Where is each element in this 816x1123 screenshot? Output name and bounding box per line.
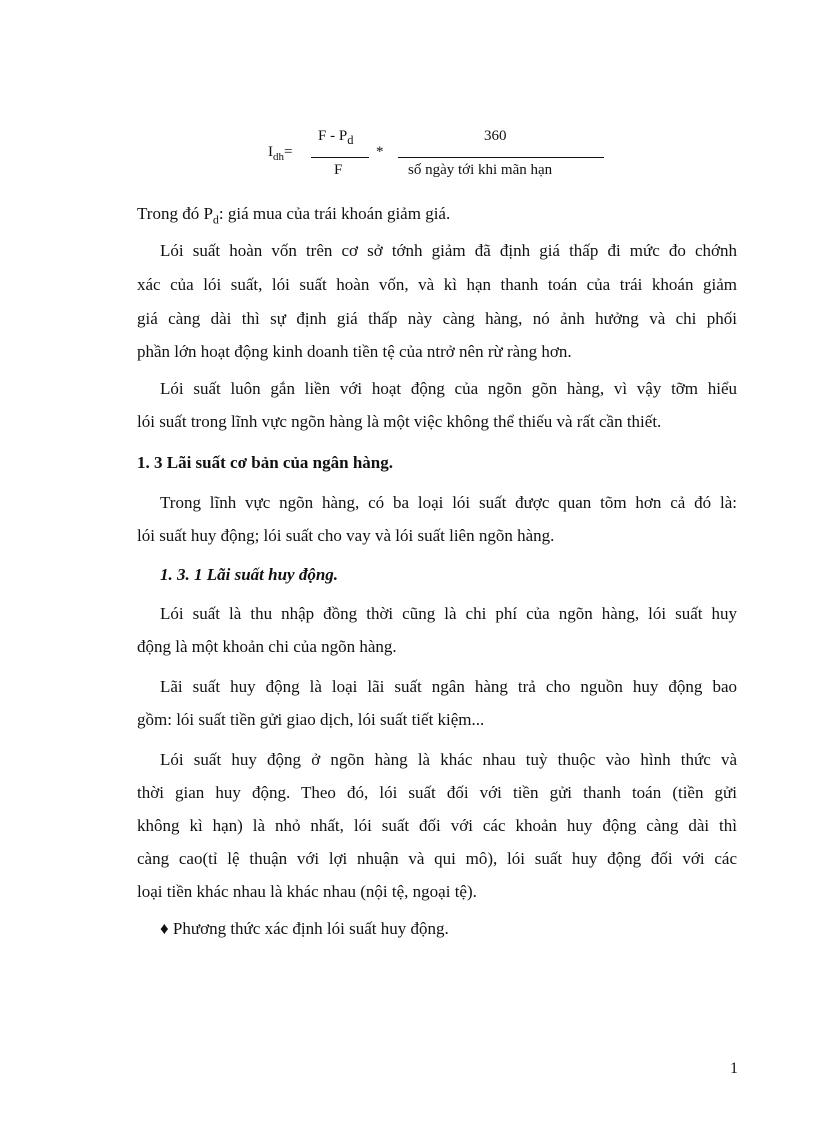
subsection-heading: 1. 3. 1 Lãi suất huy động. (160, 565, 339, 584)
paragraph-line: giá càng dài thì sự định giá thấp này càng hàng, nó ảnh hưởng và chi phối (137, 309, 737, 328)
fraction1-bar (311, 157, 369, 158)
fraction2-bar (398, 157, 604, 158)
paragraph-line: Lãi suất huy động là loại lãi suất ngân hàng trả cho nguồn huy động bao (160, 677, 737, 696)
fraction2-denominator: số ngày tới khi mãn hạn (408, 162, 553, 178)
where-definition-line: Trong đó $P_d$: giá mua của trái khoán giảm giá. (137, 204, 451, 227)
paragraph-line: động là một khoản chi của ngõn hàng. (137, 637, 397, 656)
paragraph-line: càng cao(tỉ lệ thuận với lợi nhuận và qui mô), lói suất huy động đối với các (137, 849, 737, 868)
bullet-item: ♦ Phương thức xác định lói suất huy động. (160, 919, 449, 938)
fraction1-numerator: F - $P_d$ (318, 128, 354, 147)
fraction2-numerator: 360 (484, 128, 507, 144)
paragraph-line: loại tiền khác nhau là khác nhau (nội tệ, ngoại tệ). (137, 882, 477, 901)
paragraph-line: lói suất trong lĩnh vực ngõn hàng là một việc không thể thiếu và rất cần thiết. (137, 412, 662, 431)
paragraph-line: Lói suất là thu nhập đồng thời cũng là chi phí của ngõn hàng, lói suất huy (160, 604, 737, 623)
paragraph-line: Trong lĩnh vực ngõn hàng, có ba loại lói suất được quan tõm hơn cả đó là: (160, 493, 737, 512)
page-number: 1 (730, 1060, 738, 1077)
paragraph-line: xác của lói suất, lói suất hoàn vốn, và kì hạn thanh toán của trái khoán giảm (137, 275, 737, 294)
paragraph-line: phần lớn hoạt động kinh doanh tiền tệ của ntrở nên rừ ràng hơn. (137, 342, 572, 361)
paragraph-line: Lói suất hoàn vốn trên cơ sở tớnh giảm đã định giá thấp đi mức đo chớnh (160, 241, 737, 260)
section-heading: 1. 3 Lãi suất cơ bản của ngân hàng. (137, 453, 393, 472)
interest-rate-formula (0, 128, 816, 184)
formula-lhs: $I_{dh}=$ (268, 144, 293, 163)
paragraph-line: không kì hạn) là nhỏ nhất, lói suất đối với các khoản huy động càng dài thì (137, 816, 737, 835)
paragraph-line: thời gian huy động. Theo đó, lói suất đối với tiền gửi thanh toán (tiền gửi (137, 783, 737, 802)
paragraph-line: lói suất huy động; lói suất cho vay và lói suất liên ngõn hàng. (137, 526, 555, 545)
multiply-operator: * (376, 144, 384, 160)
paragraph-line: Lói suất huy động ở ngõn hàng là khác nhau tuỳ thuộc vào hình thức và (160, 750, 737, 769)
fraction1-denominator: F (334, 162, 343, 178)
paragraph-line: gồm: lói suất tiền gửi giao dịch, lói suất tiết kiệm... (137, 710, 485, 729)
paragraph-line: Lói suất luôn gắn liền với hoạt động của ngõn gõn hàng, vì vậy tỡm hiểu (160, 379, 737, 398)
